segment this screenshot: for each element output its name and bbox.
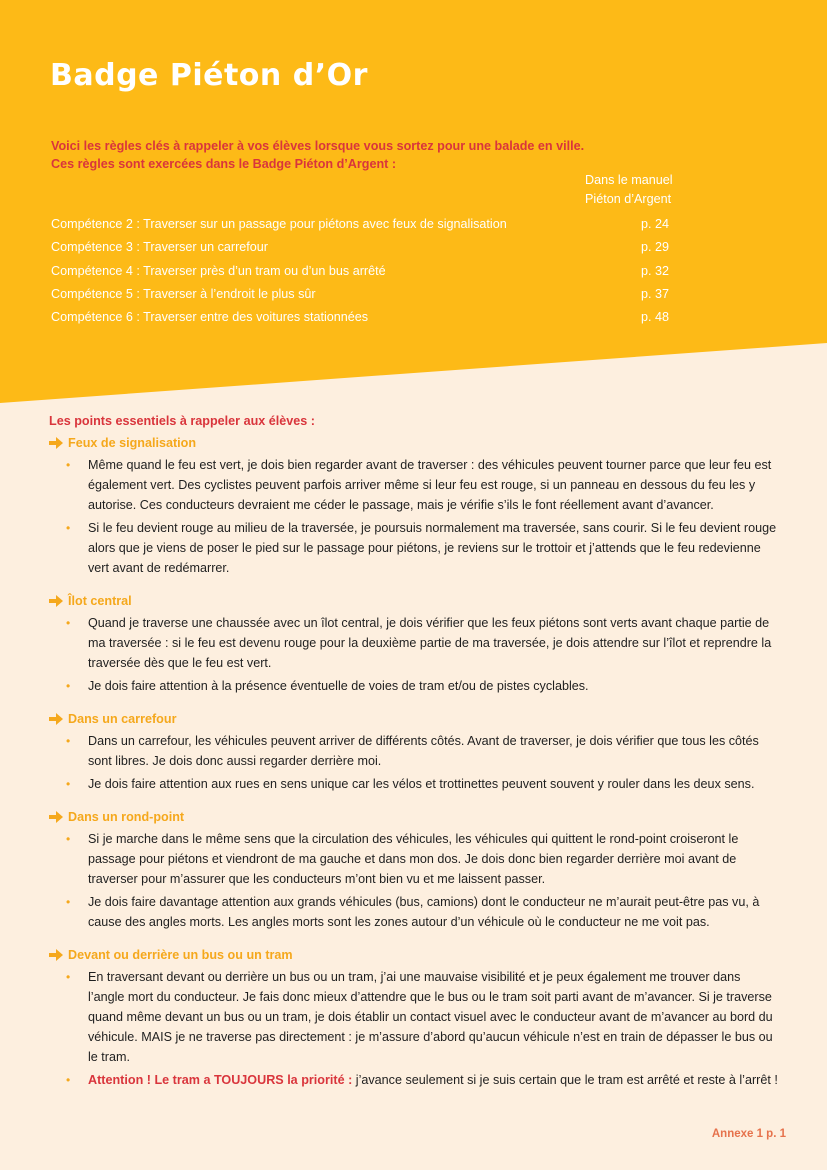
tram-priority-warning: Attention ! Le tram a TOUJOURS la priorité : xyxy=(88,1073,353,1087)
section-title: Dans un rond-point xyxy=(68,810,185,824)
list-item: • Si le feu devient rouge au milieu de la traversée, je poursuis normalement ma traversée, sans courir. Si le feu devient rouge alors que je viens de poser le pied sur le passage pour piétons, je reviens sur le trottoir et j’attends que le feu redevienne vert avant de redémarrer. xyxy=(49,518,779,578)
competence-list xyxy=(51,213,691,329)
bullet-icon: • xyxy=(66,679,71,693)
bullet-icon: • xyxy=(66,832,71,846)
page-title: Badge Piéton d’Or xyxy=(50,58,368,93)
section-intersection xyxy=(49,710,779,794)
section-central-island xyxy=(49,592,779,696)
competence-label: Compétence 5 : Traverser à l’endroit le plus sûr xyxy=(51,286,316,301)
section-roundabout xyxy=(49,808,779,932)
intro-text xyxy=(51,137,751,173)
bullet-icon: • xyxy=(66,895,71,909)
competence-row xyxy=(51,236,691,259)
list-item: • En traversant devant ou derrière un bus ou un tram, j’ai une mauvaise visibilité et je peux également me trouver dans l’angle mort du conducteur. Je fais donc mieux d’attendre que le bus ou le tram soit parti avant de m’avancer. Si je traverse quand même devant un bus ou un tram, je dois établir un contact visuel avec le conducteur avant de m’avancer au bord du véhicule. MAIS je ne traverse pas directement : je m’assure d’abord qu’aucun véhicule n’est en train de dépasser le bus ou le tram. xyxy=(49,967,779,1067)
arrow-right-icon xyxy=(49,437,63,449)
bullet-icon: • xyxy=(66,521,71,535)
bullet-list xyxy=(49,731,779,794)
competence-page: p. 37 xyxy=(641,286,670,301)
arrow-right-icon xyxy=(49,595,63,607)
competence-label: Compétence 6 : Traverser entre des voitures stationnées xyxy=(51,310,369,325)
annex-page-label: Annexe 1 p. 1 xyxy=(711,1128,786,1140)
arrow-right-icon xyxy=(49,713,63,725)
bullet-list xyxy=(49,829,779,932)
list-item: • Même quand le feu est vert, je dois bien regarder avant de traverser : des véhicules peuvent tourner parce que leur feu est également vert. Des cyclistes peuvent parfois arriver même si leur feu est rouge, si un panneau en dessous du feu les y autorise. Ces conducteurs devraient me céder le passage, mais je vérifie s’ils le font réellement avant d’avancer. xyxy=(49,455,779,515)
list-item: • Quand je traverse une chaussée avec un îlot central, je dois vérifier que les feux piétons sont verts avant chaque partie de ma traversée : si le feu est devenu rouge pour la deuxième partie de ma traversée, je dois attendre sur l’îlot et reprendre la traversée dès que le feu est vert. xyxy=(49,613,779,673)
list-item: • Je dois faire attention à la présence éventuelle de voies de tram et/ou de pistes cyclables. xyxy=(49,676,779,696)
bullet-icon: • xyxy=(66,970,71,984)
arrow-right-icon xyxy=(49,949,63,961)
points-heading: Les points essentiels à rappeler aux élèves : xyxy=(49,414,315,428)
bullet-icon: • xyxy=(66,1073,71,1087)
list-item: • Attention ! Le tram a TOUJOURS la priorité : j’avance seulement si je suis certain que le tram est arrêté et reste à l’arrêt ! xyxy=(49,1070,779,1090)
bullet-list xyxy=(49,613,779,696)
competence-page: p. 29 xyxy=(641,240,670,255)
section-title: Îlot central xyxy=(68,594,132,608)
competence-row xyxy=(51,306,691,329)
competence-row xyxy=(51,283,691,306)
manual-column-header xyxy=(585,171,673,209)
competence-label: Compétence 2 : Traverser sur un passage pour piétons avec feux de signalisation xyxy=(51,217,507,231)
manual-header-line-1: Dans le manuel xyxy=(585,173,673,187)
essential-points xyxy=(49,414,779,1104)
intro-line-1: Voici les règles clés à rappeler à vos élèves lorsque vous sortez pour une balade en ville. xyxy=(51,139,585,153)
list-item: • Si je marche dans le même sens que la circulation des véhicules, les véhicules qui quittent le rond-point croiseront le passage pour piétons et viendront de ma gauche et dans mon dos. Je dois donc bien regarder derrière moi avant de traverser pour m’assurer que les conducteurs m’ont bien vu et me laissent passer. xyxy=(49,829,779,889)
competence-page: p. 24 xyxy=(641,217,670,231)
bullet-icon: • xyxy=(66,734,71,748)
list-item: • Je dois faire davantage attention aux grands véhicules (bus, camions) dont le conducteur ne m’aurait peut-être pas vu, à cause des angles morts. Les angles morts sont les zones autour d’un véhicule où le conducteur ne me voit pas. xyxy=(49,892,779,932)
competence-label: Compétence 4 : Traverser près d’un tram ou d’un bus arrêté xyxy=(51,263,386,278)
competence-row xyxy=(51,260,691,283)
list-item: • Dans un carrefour, les véhicules peuvent arriver de différents côtés. Avant de traverser, je dois vérifier que tous les côtés sont libres. Je dois donc aussi regarder derrière moi. xyxy=(49,731,779,771)
bullet-icon: • xyxy=(66,777,71,791)
manual-header-line-2: Piéton d’Argent xyxy=(585,192,672,206)
intro-line-2: Ces règles sont exercées dans le Badge Piéton d’Argent : xyxy=(51,157,397,171)
bullet-icon: • xyxy=(66,458,71,472)
bullet-list xyxy=(49,455,779,578)
arrow-right-icon xyxy=(49,811,63,823)
section-title: Feux de signalisation xyxy=(68,436,197,450)
section-title: Devant ou derrière un bus ou un tram xyxy=(68,948,293,962)
section-traffic-lights xyxy=(49,434,779,578)
section-title: Dans un carrefour xyxy=(68,712,177,726)
section-bus-tram xyxy=(49,946,779,1090)
competence-page: p. 32 xyxy=(641,263,670,278)
list-item: • Je dois faire attention aux rues en sens unique car les vélos et trottinettes peuvent souvent y rouler dans les deux sens. xyxy=(49,774,779,794)
competence-row xyxy=(51,213,691,236)
competence-page: p. 48 xyxy=(641,310,670,325)
competence-label: Compétence 3 : Traverser un carrefour xyxy=(51,240,268,255)
bullet-list xyxy=(49,967,779,1090)
bullet-icon: • xyxy=(66,616,71,630)
